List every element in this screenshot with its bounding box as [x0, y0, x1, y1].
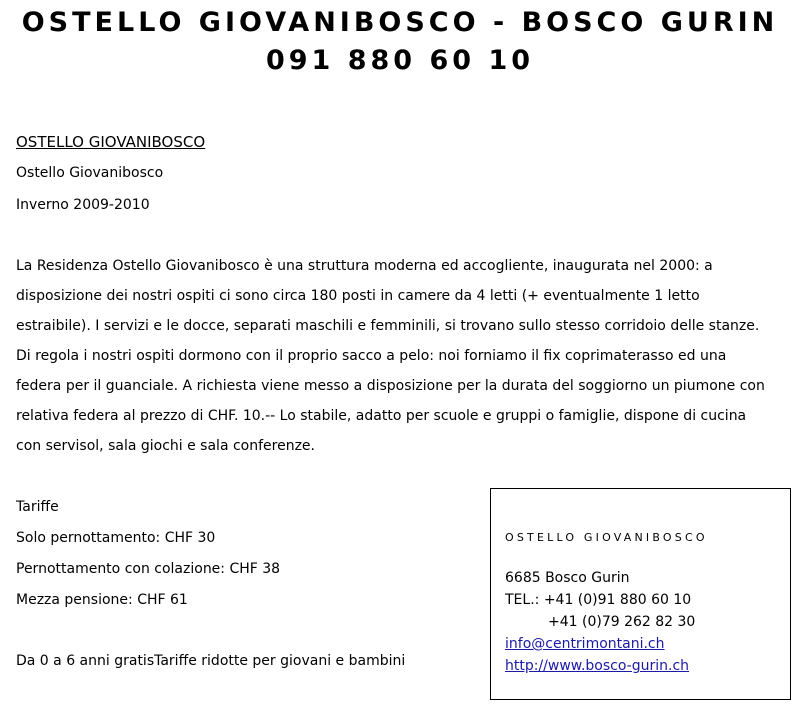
contact-details [505, 567, 695, 677]
contact-phone-secondary: +41 (0)79 262 82 30 [548, 614, 696, 630]
contact-title: OSTELLO GIOVANIBOSCO [505, 531, 708, 544]
description-line: Di regola i nostri ospiti dormono con il proprio sacco a pelo: noi forniamo il fix coprimaterasso ed una [16, 348, 727, 364]
season-label: Inverno 2009-2010 [16, 197, 150, 213]
description-paragraph [16, 251, 786, 461]
contact-phone: TEL.: +41 (0)91 880 60 10 [505, 592, 692, 608]
contact-website-link[interactable]: http://www.bosco-gurin.ch [505, 658, 690, 674]
document-header [0, 4, 800, 80]
tariffs-heading: Tariffe [16, 499, 59, 515]
tariff-note: Da 0 a 6 anni gratisTariffe ridotte per giovani e bambini [16, 653, 406, 669]
header-title: OSTELLO GIOVANIBOSCO - BOSCO GURIN [21, 7, 779, 38]
contact-address: 6685 Bosco Gurin [505, 570, 630, 586]
tariff-item: Mezza pensione: CHF 61 [16, 592, 188, 608]
hostel-name: Ostello Giovanibosco [16, 165, 164, 181]
description-line: relativa federa al prezzo di CHF. 10.-- Lo stabile, adatto per scuole e gruppi o famiglie, dispone di cucina [16, 408, 747, 424]
tariff-item: Pernottamento con colazione: CHF 38 [16, 561, 281, 577]
description-line: La Residenza Ostello Giovanibosco è una struttura moderna ed accogliente, inaugurata nel 2000: a [16, 258, 713, 274]
description-line: disposizione dei nostri ospiti ci sono circa 180 posti in camere da 4 letti (+ eventualmente 1 letto [16, 288, 700, 304]
description-line: con servisol, sala giochi e sala conferenze. [16, 438, 315, 454]
tariff-item: Solo pernottamento: CHF 30 [16, 530, 216, 546]
contact-box [490, 488, 791, 700]
description-line: federa per il guanciale. A richiesta viene messo a disposizione per la durata del soggiorno un piumone con [16, 378, 765, 394]
description-line: estraibile). I servizi e le docce, separati maschili e femminili, si trovano sullo stesso corridoio delle stanze. [16, 318, 760, 334]
contact-email-link[interactable]: info@centrimontani.ch [505, 636, 665, 652]
header-phone: 091 880 60 10 [265, 45, 535, 76]
section-title: OSTELLO GIOVANIBOSCO [16, 133, 206, 151]
